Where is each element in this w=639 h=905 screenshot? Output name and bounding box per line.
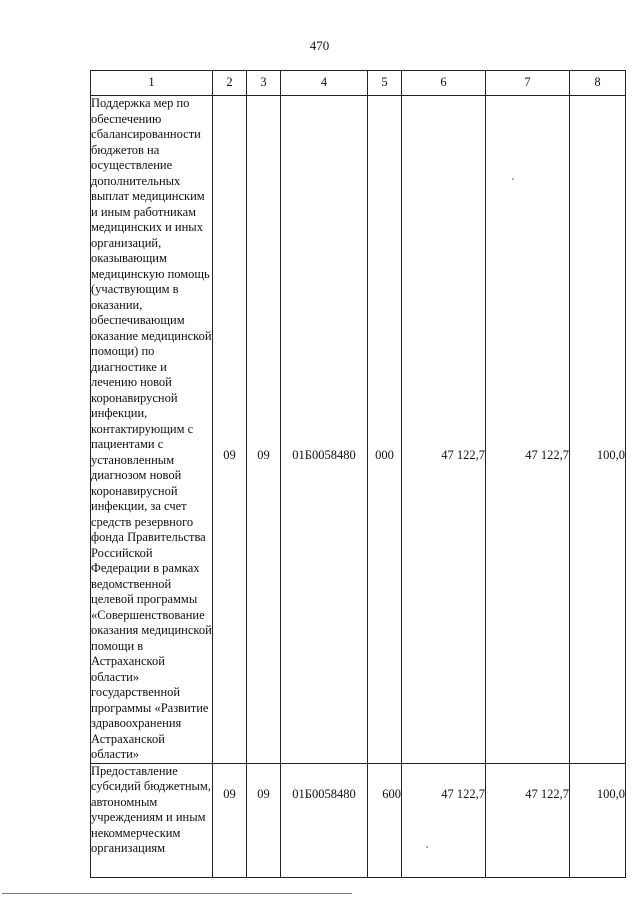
header-row — [91, 71, 626, 96]
header-col-5: 5 — [368, 71, 402, 96]
header-col-8: 8 — [570, 71, 626, 96]
row-target-article: 01Б0058480 — [281, 96, 368, 764]
row-subsection-code: 09 — [247, 763, 281, 877]
header-col-4: 4 — [281, 71, 368, 96]
row-percent: 100,0 — [570, 96, 626, 764]
row-planned-amount: 47 122,7 — [402, 96, 486, 764]
header-col-3: 3 — [247, 71, 281, 96]
header-col-6: 6 — [402, 71, 486, 96]
header-col-1: 1 — [91, 71, 213, 96]
row-actual-amount: 47 122,7 — [486, 96, 570, 764]
page-number: 470 — [309, 38, 330, 53]
header-col-2: 2 — [213, 71, 247, 96]
row-expense-type: 600 — [368, 763, 402, 877]
row-description: Предоставление субсидий бюджетным, автономным учреждениям и иным некоммерческим организациям — [91, 763, 213, 877]
row-percent: 100,0 — [570, 763, 626, 877]
row-actual-amount: 47 122,7 — [486, 763, 570, 877]
budget-table — [90, 70, 626, 878]
scan-speck — [512, 178, 514, 180]
row-expense-type: 000 — [368, 96, 402, 764]
row-planned-amount: 47 122,7 — [402, 763, 486, 877]
table-row — [91, 763, 626, 877]
row-section-code: 09 — [213, 763, 247, 877]
row-section-code: 09 — [213, 96, 247, 764]
row-subsection-code: 09 — [247, 96, 281, 764]
header-col-7: 7 — [486, 71, 570, 96]
row-description: Поддержка мер по обеспечению сбалансированности бюджетов на осуществление дополнительных выплат медицинским и иным работникам медицинских и иных организаций, оказывающим медицинскую помощь (участвующим в оказании, обеспечивающим оказание медицинской помощи) по диагностике и лечению новой коронавирусной инфекции, контактирующим с пациентами с установленным диагнозом новой коронавирусной инфекции, за счет средств резервного фонда Правительства Российской Федерации в рамках ведомственной целевой программы «Совершенствование оказания медицинской помощи в Астраханской области» государственной программы «Развитие здравоохранения Астраханской области» — [91, 96, 212, 761]
row-target-article: 01Б0058480 — [281, 763, 368, 877]
scan-speck — [426, 846, 428, 848]
table-row — [91, 96, 626, 764]
scan-edge-line — [2, 893, 352, 894]
